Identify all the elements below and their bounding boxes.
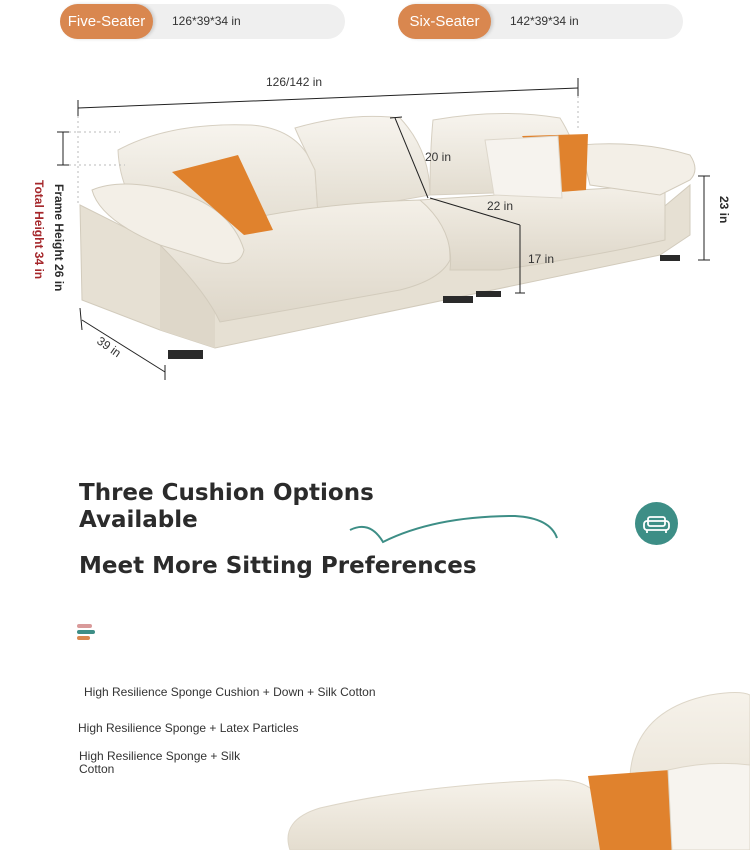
- section-title: Three Cushion Options Available: [79, 480, 374, 533]
- decorative-swoosh: [345, 508, 565, 548]
- arm-height-label: 23 in: [717, 196, 731, 224]
- back-height-label: 20 in: [425, 150, 452, 164]
- frame-height-label: Frame Height 26 in: [52, 184, 66, 292]
- menu-icon: [77, 624, 95, 642]
- width-label: 126/142 in: [266, 75, 323, 89]
- sofa-closeup-image: [270, 690, 750, 850]
- total-height-label: Total Height 34 in: [32, 180, 46, 280]
- five-seater-label: Five-Seater: [60, 4, 153, 39]
- depth-label: 39 in: [94, 333, 124, 361]
- cushion-option-3: High Resilience Sponge + Silk Cotton: [79, 749, 241, 776]
- five-seater-size: 126*39*34 in: [172, 14, 241, 28]
- six-seater-label: Six-Seater: [398, 4, 491, 39]
- seat-height-label: 17 in: [528, 252, 555, 266]
- section-subtitle: Meet More Sitting Preferences: [79, 553, 477, 579]
- cushion-option-1: High Resilience Sponge Cushion + Down + Silk Cotton: [84, 685, 376, 699]
- cushion-option-2: High Resilience Sponge + Latex Particles: [78, 721, 299, 735]
- six-seater-size: 142*39*34 in: [510, 14, 579, 28]
- sofa-icon: [635, 502, 678, 545]
- seat-depth-label: 22 in: [487, 199, 514, 213]
